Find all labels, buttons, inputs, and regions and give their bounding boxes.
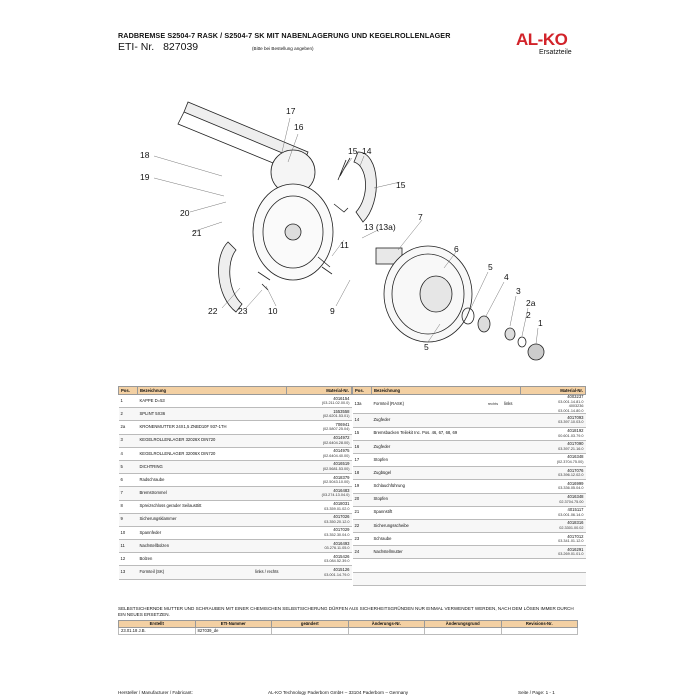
callout-12: 11 [340, 240, 349, 250]
part-material: 4018316 [567, 520, 584, 526]
part-material: 4016519 [333, 461, 350, 467]
callout-17: 16 [294, 122, 304, 132]
part-desc-cell [138, 434, 287, 447]
part-desc-cell [372, 414, 521, 427]
sheet-title: RADBREMSE S2504-7 RASK / S2504-7 SK MIT NABENLAGERUNG UND KEGELROLLENLAGER [118, 31, 451, 40]
callout-2a: 2a [526, 298, 536, 308]
table-row [353, 453, 586, 466]
table-row [353, 546, 586, 559]
part-desc: Schraube [373, 535, 392, 541]
part-pos: 22 [353, 519, 372, 532]
part-material-cell [521, 427, 586, 440]
part-desc-cell [138, 447, 287, 460]
part-pos [353, 559, 372, 572]
table-row [119, 460, 352, 473]
table-row [119, 408, 352, 421]
part-material-cell [287, 487, 352, 500]
part-material: 4014972 [333, 435, 350, 441]
part-desc-cell [372, 559, 521, 572]
part-pos: 24 [353, 546, 372, 559]
spring-14-link [334, 204, 348, 212]
part-desc-cell [372, 440, 521, 453]
part-desc-cell [372, 453, 521, 466]
part-material: 1553558 [333, 408, 350, 414]
callout-5: 5 [488, 262, 493, 272]
part-material-sub: 03.397.10.03.0 [558, 420, 584, 425]
part-desc-cell [372, 395, 521, 414]
part-material-cell [521, 506, 586, 519]
part-material-cell [287, 395, 352, 408]
callout-22: 21 [192, 228, 202, 238]
part-desc: Radschraube [139, 476, 165, 482]
cap-1 [528, 344, 544, 360]
part-desc: Spannstift [373, 509, 393, 515]
part-material: 4016348 [567, 494, 584, 499]
part-pos: 7 [119, 487, 138, 500]
part-material-sub: (02.5681.53.00) [322, 467, 350, 472]
col-desc: Bezeichnung [372, 387, 521, 395]
part-pos: 5 [119, 460, 138, 473]
part-desc: Nachstellmutter [373, 549, 403, 555]
part-material-sub: (02.6201.53.01) [322, 414, 350, 419]
brake-shoe-right [354, 152, 376, 222]
eti-line [118, 41, 198, 53]
callout-4: 4 [504, 272, 509, 282]
eti-label: ETI- Nr. [118, 41, 155, 53]
part-desc-cell [372, 533, 521, 546]
part-material-cell [287, 434, 352, 447]
part-desc-cell [138, 487, 287, 500]
logo-subtitle: Ersatzteile [539, 49, 572, 56]
part-material: 4015126 [333, 566, 350, 572]
part-material-sub: 03.001.06.14.0 [558, 512, 584, 517]
table-row [119, 526, 352, 539]
callout-8: 7 [418, 212, 423, 222]
rev-created: 23.01.18 J.B. [119, 628, 196, 635]
part-material-cell [287, 566, 352, 579]
table-row [353, 572, 586, 585]
part-material: 4016483 [333, 487, 350, 493]
part-pos: 9 [119, 513, 138, 526]
part-pos: 10 [119, 526, 138, 539]
part-desc: Schlauchführung [373, 483, 405, 489]
part-desc: Sicherungsklammer [139, 516, 177, 522]
part-material-cell [287, 460, 352, 473]
part-desc-cell [138, 513, 287, 526]
part-desc-cell [138, 460, 287, 473]
callout-9: 9 [330, 306, 335, 316]
part-material-sub: (02.5043.10.00) [322, 480, 350, 485]
col-desc: Bezeichnung [138, 387, 287, 395]
callout-19: 18 [140, 150, 150, 160]
part-material-cell [521, 493, 586, 506]
parts-table-left [118, 386, 352, 580]
backplate-center [285, 224, 301, 240]
part-material-sub: 03.276.11.05.0 [324, 546, 350, 551]
bearing-4 [478, 316, 490, 332]
part-material: 4017090 [567, 441, 584, 447]
part-material-cell [521, 467, 586, 480]
part-material: 4014975 [333, 448, 350, 454]
part-material-sub: 03.341.01.12.0 [558, 539, 584, 544]
table-row [119, 434, 352, 447]
part-pos: 14 [353, 414, 372, 427]
part-pos: 15 [353, 427, 372, 440]
part-material: 4016348 [567, 454, 584, 460]
rev-col-eti: ETI-Nummer [195, 621, 272, 628]
part-material-sub: 03.269.01.01.0 [558, 552, 584, 557]
part-material-sub: 03.001.14.79.0 [324, 572, 350, 577]
part-desc: Spannfeder [139, 529, 162, 535]
part-material: 706941 [335, 421, 350, 427]
part-pos: 13a [353, 395, 372, 414]
part-material-sub: 00.601.03.79.0 [558, 433, 584, 438]
part-material: 4017029 [333, 527, 350, 533]
rev-changed [272, 628, 349, 635]
part-desc-cell [372, 427, 521, 440]
part-material-cell [521, 519, 586, 532]
callout-18: 17 [286, 106, 296, 116]
part-pos: 1 [119, 395, 138, 408]
table-row [353, 519, 586, 532]
revision-row [119, 628, 578, 635]
part-desc: Zugbügel [373, 469, 391, 475]
part-desc-cell [372, 572, 521, 585]
table-row [119, 540, 352, 553]
callout-3: 3 [516, 286, 521, 296]
part-material-cell [521, 533, 586, 546]
revision-table [118, 620, 578, 635]
part-material-sub: 03.397.21.16.0 [558, 446, 584, 451]
part-desc-cell [372, 467, 521, 480]
part-desc: Zugfeder [373, 417, 391, 423]
callout-16: 15 [348, 146, 358, 156]
table-row [353, 559, 586, 572]
part-desc-cell [138, 500, 287, 513]
part-pos: 8 [119, 500, 138, 513]
part-desc: SPLINT 5X36 [139, 410, 166, 416]
part-material: 4015426 [333, 553, 350, 559]
part-pos: 16 [353, 440, 372, 453]
table-row [119, 553, 352, 566]
footer-company: AL-KO Technology Paderborn GmbH – 33104 Paderborn – Germany [268, 690, 409, 695]
part-pos: 4 [119, 447, 138, 460]
part-material: 4015117 [567, 507, 584, 513]
part-material-cell [521, 440, 586, 453]
part-material: 4016493 [333, 540, 350, 546]
adjuster-bolts [258, 272, 270, 290]
part-pos: 11 [119, 540, 138, 553]
exploded-view-svg [118, 62, 578, 382]
part-desc-cell [138, 540, 287, 553]
table-row [119, 566, 352, 579]
table-row [353, 493, 586, 506]
rev-col-erstellt: Erstellt [119, 621, 196, 628]
part-material-cell [287, 553, 352, 566]
part-material-sub: (02.6404.40.00) [322, 453, 350, 458]
col-mat: Material-Nr. [287, 387, 352, 395]
part-material-sub: 03.396.12.02.0 [558, 473, 584, 478]
part-material-sub: 03.084.52.39.0 [324, 559, 350, 564]
part-pos: 23 [353, 533, 372, 546]
callout-7: 6 [454, 244, 459, 254]
part-desc: Stopfen [373, 456, 388, 462]
part-desc: KEGELROLLENLAGER 32006X DIN720 [139, 450, 216, 456]
table-row [119, 395, 352, 408]
table-row [353, 414, 586, 427]
callout-23: 22 [208, 306, 218, 316]
rev-col-grund: Änderungsgrund [425, 621, 502, 628]
callout-24: 23 [238, 306, 248, 316]
part-desc: KRONENMUTTER 24X1,5 ZNBD10F 937-1TH [139, 424, 227, 430]
rev-col-revnr: Revisions-Nr. [501, 621, 578, 628]
part-desc-cell [372, 480, 521, 493]
part-desc-cell [372, 546, 521, 559]
exploded-view-diagram [118, 62, 578, 382]
part-material-cell [521, 559, 586, 572]
part-desc: Nachstellbolzen [139, 542, 170, 548]
part-pos: 2a [119, 421, 138, 434]
part-material-cell [287, 540, 352, 553]
part-side: links [504, 400, 513, 406]
part-material-sub: (02.6404.28.00) [322, 440, 350, 445]
part-desc: Formteil (RASK) [373, 400, 404, 406]
callout-14: 14 [362, 146, 372, 156]
callout-21: 20 [180, 208, 190, 218]
part-material-cell [521, 572, 586, 585]
part-pos: 18 [353, 467, 372, 480]
part-pos: 13 [119, 566, 138, 579]
table-row [353, 506, 586, 519]
table-row [353, 440, 586, 453]
part-desc: DICHTRING [139, 463, 163, 469]
part-material-sub: (03.274.13.04.0) [321, 493, 350, 498]
part-material-sub: (02.5807.25.04) [322, 427, 350, 432]
parts-table-header [353, 387, 586, 395]
part-desc-cell [138, 474, 287, 487]
part-desc-cell [372, 519, 521, 532]
table-row [119, 421, 352, 434]
part-material-sub: 02.3704.75.00 [559, 499, 584, 504]
callout-6: 5 [424, 342, 429, 352]
part-material: 4018031 [333, 501, 350, 506]
part-material: 4016154 [333, 395, 350, 401]
col-mat: Material-Nr. [521, 387, 586, 395]
part-desc-cell [138, 566, 287, 579]
part-desc: Bolzen [139, 556, 153, 562]
part-material-cell [287, 500, 352, 513]
part-pos [353, 572, 372, 585]
rev-eti: 827039_de [195, 628, 272, 635]
part-material-2: 4003236 [568, 404, 584, 409]
part-material: 4017012 [567, 533, 584, 539]
eti-number: 827039 [163, 41, 199, 53]
part-desc-cell [138, 526, 287, 539]
callout-11: 10 [268, 306, 278, 316]
table-row [119, 500, 352, 513]
part-desc: Zugfeder [373, 443, 391, 449]
crown-nut-2a [518, 337, 526, 347]
part-desc: Bremstrommel [139, 490, 167, 496]
part-material-sub: (02.3704.75.00) [556, 460, 584, 465]
part-material-cell [521, 414, 586, 427]
part-material-cell [287, 474, 352, 487]
table-row [353, 395, 586, 414]
part-desc: Stopfen [373, 496, 388, 502]
part-material-sub: 03.350.20.12.0 [324, 519, 350, 524]
parts-table-right [352, 386, 586, 586]
part-material-2-sub: 03.001.14.80.0 [558, 408, 584, 413]
callout-2: 2 [526, 310, 531, 320]
table-row [119, 474, 352, 487]
part-desc-cell [138, 421, 287, 434]
part-desc: KEGELROLLENLAGER 32026X DIN720 [139, 437, 216, 443]
part-material-cell [521, 546, 586, 559]
rev-number [501, 628, 578, 635]
bearing-3 [505, 328, 515, 340]
part-pos: 20 [353, 493, 372, 506]
part-desc-cell [138, 408, 287, 421]
rev-col-geaendert: geändert [272, 621, 349, 628]
rev-change-no [348, 628, 425, 635]
part-material-cell [287, 526, 352, 539]
part-desc-cell [372, 493, 521, 506]
part-material-sub: 03.336.05.04.0 [558, 486, 584, 491]
part-pos: 12 [119, 553, 138, 566]
col-pos: Pos. [119, 387, 138, 395]
part-desc-cell [372, 506, 521, 519]
alko-logo: AL-KO [516, 30, 568, 49]
part-material-cell [521, 395, 586, 414]
rev-reason [425, 628, 502, 635]
part-material: 4017093 [567, 414, 584, 420]
part-pos: 3 [119, 434, 138, 447]
part-material-sub: 03.352.30.04.0 [324, 532, 350, 537]
part-material: 4017076 [567, 467, 584, 473]
part-material-cell [287, 421, 352, 434]
part-material: 4017026 [333, 514, 350, 520]
part-pos: 21 [353, 506, 372, 519]
part-side-2: rechts [487, 401, 499, 406]
order-note: (Bitte bei Bestellung angeben) [252, 46, 314, 51]
part-side: links / rechts [255, 569, 279, 575]
table-row [353, 427, 586, 440]
callout-15: 15 [396, 180, 406, 190]
part-material-sub: (03.211.02.00.0) [321, 401, 350, 406]
callout-20: 19 [140, 172, 150, 182]
part-material: 4016291 [567, 546, 584, 552]
part-material: 4018192 [567, 428, 584, 434]
table-row [353, 533, 586, 546]
footer-page: Seite / Page: 1 - 1 [518, 690, 555, 695]
part-desc: Spreizschloss gerader Seilausttitt [139, 503, 202, 509]
table-row [119, 513, 352, 526]
table-row [353, 467, 586, 480]
footer-manufacturer-label: Hersteller / Manufacturer / Fabricant: [118, 690, 193, 695]
part-material-cell [287, 447, 352, 460]
part-material: 4003237 [567, 394, 584, 399]
part-desc: Sicherungsscheibe [373, 522, 409, 528]
part-material-cell [287, 408, 352, 421]
part-desc-cell [138, 553, 287, 566]
table-row [353, 480, 586, 493]
part-material-cell [521, 480, 586, 493]
part-pos: 17 [353, 453, 372, 466]
table-row [119, 447, 352, 460]
callout-13: 13 (13a) [364, 222, 396, 232]
brake-drum-hub [420, 276, 452, 312]
col-pos: Pos. [353, 387, 372, 395]
part-pos: 2 [119, 408, 138, 421]
part-desc: Bremsbacken Teilekit Inc. Pos. 46, 67, 68, 69 [373, 430, 458, 436]
part-material: 4016999 [567, 480, 584, 486]
part-material-sub: 03.359.01.02.0 [324, 506, 350, 511]
table-row [119, 487, 352, 500]
brake-shoe-left [219, 242, 242, 312]
part-material-cell [287, 513, 352, 526]
callout-1: 1 [538, 318, 543, 328]
parts-table-header [119, 387, 352, 395]
part-pos: 6 [119, 474, 138, 487]
part-material-sub: 03.001.14.81.0 [558, 399, 584, 404]
part-material-cell [521, 453, 586, 466]
part-desc-cell [138, 395, 287, 408]
safety-notice: SELBSTSICHERNDE MUTTER UND SCHRAUBEN MIT EINER CHEMISCHEN SELBSTSICHERUNG DÜRFEN AUS SICHERHEITSGRÜNDEN NUR EINMAL VERWENDET WERDEN, NACH DEM LÖSEN IMMER DURCH EIN NEUES ERSETZEN. [118, 606, 574, 617]
rev-col-aenderungsnr: Änderungs-Nr. [348, 621, 425, 628]
part-material-sub: 02.3301.00.02 [559, 525, 584, 530]
part-material: 4018379 [333, 474, 350, 480]
sheet-header [118, 22, 578, 62]
part-desc: Formteil (SK) [139, 569, 165, 575]
part-pos: 19 [353, 480, 372, 493]
part-desc: KAPPE D=53 [139, 397, 165, 403]
